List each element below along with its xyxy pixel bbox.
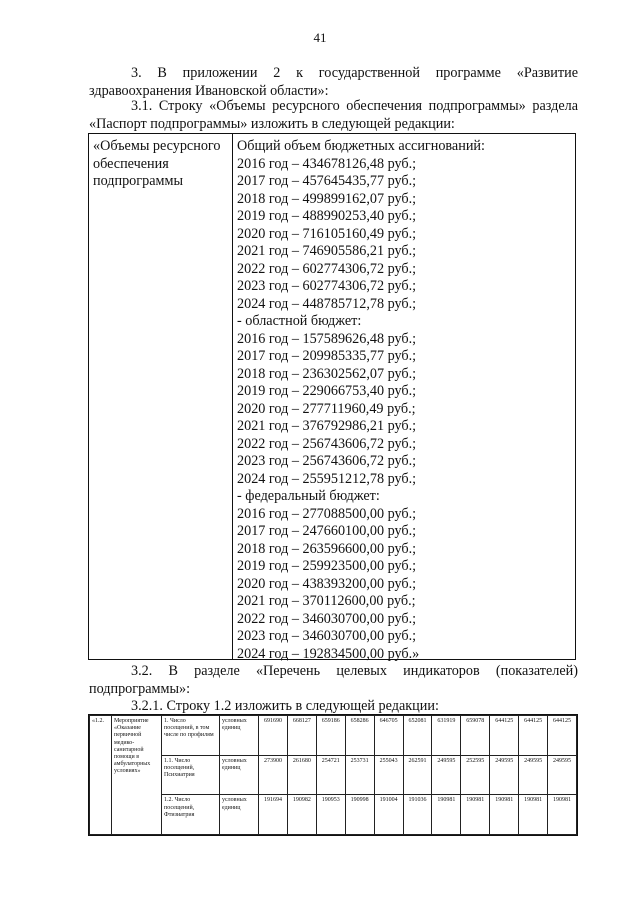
value-cell: 191004: [374, 795, 403, 835]
column-divider: [232, 134, 233, 659]
resource-line: - федеральный бюджет:: [237, 488, 380, 504]
value-cell: 191694: [259, 795, 288, 835]
resource-line: 2021 год – 370112600,00 руб.;: [237, 593, 416, 609]
value-cell: 659078: [461, 716, 490, 756]
indicator-name-cell: 1. Число посещений, в том числе по профилям: [162, 716, 220, 756]
row-number-cell: «1.2.: [90, 716, 112, 835]
value-cell: 249595: [519, 755, 548, 795]
value-cell: 253731: [345, 755, 374, 795]
value-cell: 652081: [403, 716, 432, 756]
resource-line: 2022 год – 602774306,72 руб.;: [237, 260, 417, 277]
resource-line: 2020 год – 277711960,49 руб.;: [237, 400, 416, 417]
value-cell: 262591: [403, 755, 432, 795]
value-cell: 190982: [287, 795, 316, 835]
value-cell: 646705: [374, 716, 403, 756]
paragraph-3-2-1-text: 3.2.1. Строку 1.2 изложить в следующей редакции:: [131, 698, 439, 714]
value-cell: 249595: [432, 755, 461, 795]
value-cell: 190998: [345, 795, 374, 835]
unit-cell: условных единиц: [220, 755, 259, 795]
resource-values: [237, 138, 485, 663]
resource-line: 2016 год – 434678126,48 руб.;: [237, 155, 417, 172]
resource-line: 2021 год – 376792986,21 руб.;: [237, 418, 417, 434]
event-cell: Мероприятие «Оказание первичной медико-санитарной помощи в амбулаторных условиях»: [112, 716, 162, 835]
table-row: [90, 755, 577, 795]
table-row: [90, 795, 577, 835]
paragraph-3-2-1: [89, 697, 578, 715]
indicator-name-cell: 1.1. Число посещений, Психиатрия: [162, 755, 220, 795]
value-cell: 691690: [259, 716, 288, 756]
page-number: 41: [313, 30, 327, 45]
value-cell: 261680: [287, 755, 316, 795]
value-cell: 644125: [548, 716, 577, 756]
value-cell: 190953: [316, 795, 345, 835]
resource-line: 2020 год – 438393200,00 руб.;: [237, 575, 417, 592]
value-cell: 190981: [519, 795, 548, 835]
resource-line: 2020 год – 716105160,49 руб.;: [237, 225, 417, 242]
resource-line: 2019 год – 229066753,40 руб.;: [237, 383, 417, 399]
indicator-table: [88, 714, 578, 836]
resource-line: 2018 год – 236302562,07 руб.;: [237, 365, 417, 382]
resource-line: 2019 год – 488990253,40 руб.;: [237, 208, 417, 224]
value-cell: 249595: [490, 755, 519, 795]
resource-label: «Объемы ресурсного обеспечения подпрограммы: [93, 138, 221, 189]
value-cell: 255043: [374, 755, 403, 795]
unit-cell: условных единиц: [220, 795, 259, 835]
value-cell: 190981: [461, 795, 490, 835]
resource-line: 2024 год – 448785712,78 руб.;: [237, 295, 417, 312]
paragraph-3-1-text: 3.1. Строку «Объемы ресурсного обеспечения подпрограммы» раздела «Паспорт подпрограммы» изложить в следующей редакции:: [89, 98, 578, 132]
value-cell: 190981: [548, 795, 577, 835]
value-cell: 254721: [316, 755, 345, 795]
resource-line: 2018 год – 263596600,00 руб.;: [237, 540, 417, 557]
resource-line: 2016 год – 277088500,00 руб.;: [237, 505, 417, 522]
paragraph-3: [89, 64, 578, 100]
resource-line: 2016 год – 157589626,48 руб.;: [237, 330, 417, 347]
resource-line: 2017 год – 247660100,00 руб.;: [237, 523, 417, 539]
value-cell: 659186: [316, 716, 345, 756]
value-cell: 631919: [432, 716, 461, 756]
paragraph-3-2: [89, 662, 578, 698]
indicator-name-cell: 1.2. Число посещений, Фтизиатрия: [162, 795, 220, 835]
resource-line: 2017 год – 209985335,77 руб.;: [237, 348, 417, 364]
resource-line: 2024 год – 255951212,78 руб.;: [237, 470, 417, 487]
resource-line: 2023 год – 602774306,72 руб.;: [237, 278, 417, 294]
unit-cell: условных единиц: [220, 716, 259, 756]
value-cell: 668127: [287, 716, 316, 756]
paragraph-3-2-text: 3.2. В разделе «Перечень целевых индикаторов (показателей) подпрограммы»:: [89, 663, 578, 697]
resource-line: 2024 год – 192834500,00 руб.»: [237, 645, 420, 662]
value-cell: 644125: [519, 716, 548, 756]
resource-line: 2022 год – 256743606,72 руб.;: [237, 435, 417, 452]
table-row: [90, 716, 577, 756]
resource-table: [88, 133, 576, 660]
value-cell: 252595: [461, 755, 490, 795]
value-cell: 273900: [259, 755, 288, 795]
resource-line: Общий объем бюджетных ассигнований:: [237, 138, 485, 154]
value-cell: 249595: [548, 755, 577, 795]
resource-line: 2018 год – 499899162,07 руб.;: [237, 190, 417, 207]
resource-line: 2023 год – 346030700,00 руб.;: [237, 628, 417, 644]
resource-line: 2017 год – 457645435,77 руб.;: [237, 173, 417, 189]
paragraph-3-text: 3. В приложении 2 к государственной программе «Развитие здравоохранения Ивановской области»:: [89, 65, 578, 99]
resource-line: 2021 год – 746905586,21 руб.;: [237, 243, 417, 259]
value-cell: 644125: [490, 716, 519, 756]
resource-line: 2019 год – 259923500,00 руб.;: [237, 558, 417, 574]
resource-line: - областной бюджет:: [237, 313, 362, 329]
value-cell: 190981: [490, 795, 519, 835]
resource-line: 2022 год – 346030700,00 руб.;: [237, 610, 417, 627]
value-cell: 190981: [432, 795, 461, 835]
value-cell: 191036: [403, 795, 432, 835]
value-cell: 658286: [345, 716, 374, 756]
paragraph-3-1: [89, 97, 578, 133]
resource-line: 2023 год – 256743606,72 руб.;: [237, 453, 417, 469]
